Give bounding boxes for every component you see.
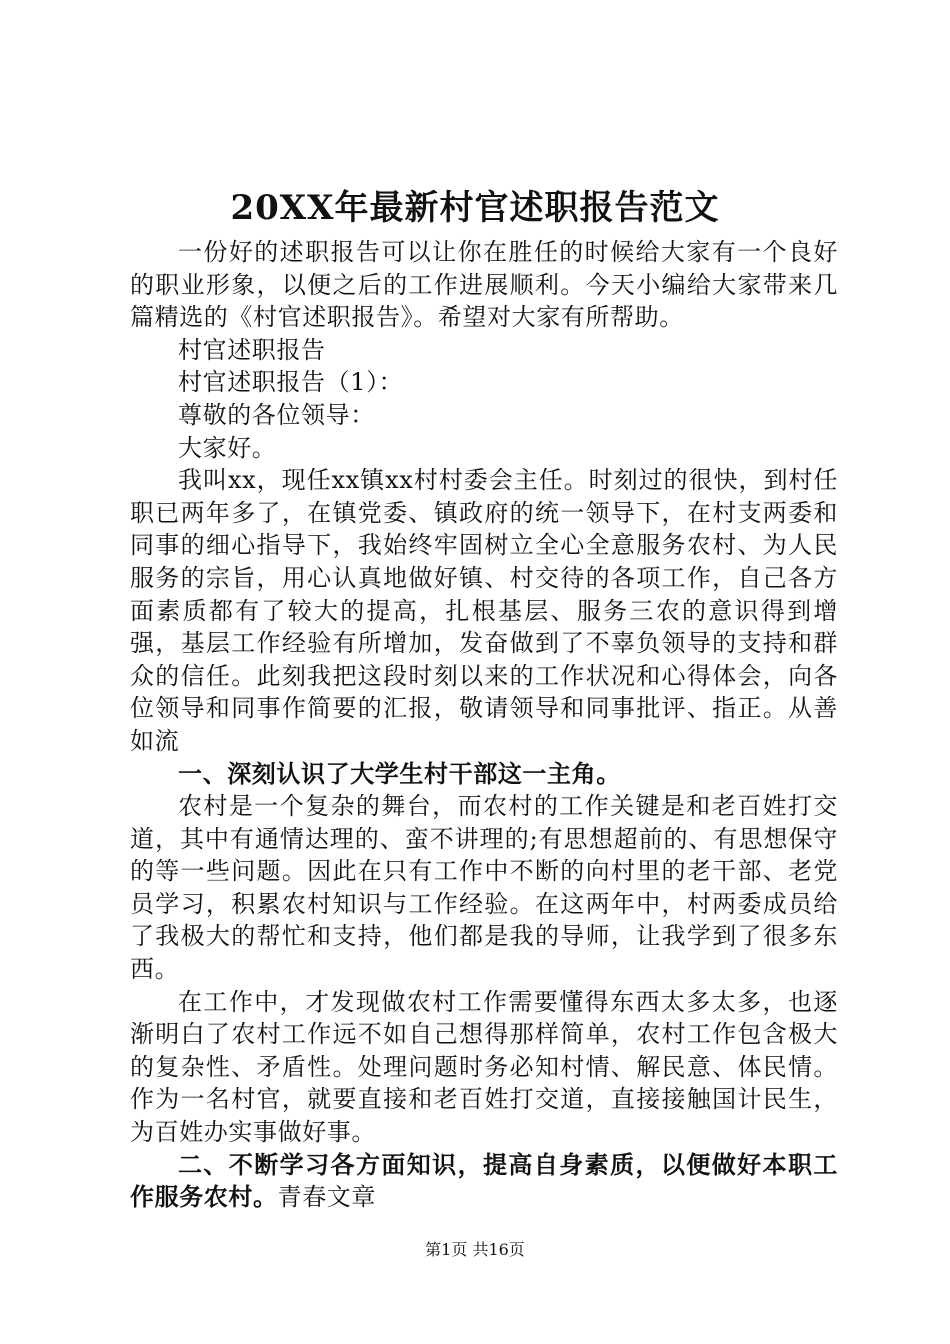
section-heading-2-tail: 青春文章	[277, 1183, 377, 1212]
document-body	[130, 236, 838, 1214]
section-heading-2-text: 二、不断学习各方面知识，提高自身素质，以便做好本职工作服务农村。	[130, 1149, 838, 1212]
section-heading-1: 一、深刻认识了大学生村干部这一主角。	[178, 758, 621, 788]
paragraph-self-introduction: 我叫xx，现任xx镇xx村村委会主任。时刻过的很快，到村任职已两年多了，在镇党委、镇政府的统一领导下，在村支两委和同事的细心指导下，我始终牢固树立全心全意服务农村、为人民服务的宗旨，用心认真地做好镇、村交待的各项工作，自己各方面素质都有了较大的提高，扎根基层、服务三农的意识得到增强，基层工作经验有所增加，发奋做到了不辜负领导的支持和群众的信任。此刻我把这段时刻以来的工作状况和心得体会，向各位领导和同事作简要的汇报，敬请领导和同事批评、指正。从善如流	[130, 466, 838, 755]
page-number-footer: 第1页 共16页	[425, 1240, 525, 1259]
paragraph-greeting: 大家好。	[178, 433, 277, 462]
paragraph-salutation: 尊敬的各位领导：	[178, 400, 375, 429]
paragraph-report-subheading: 村官述职报告（1）：	[178, 368, 404, 397]
paragraph-work-experience: 在工作中，才发现做农村工作需要懂得东西太多太多，也逐渐明白了农村工作远不如自己想得那样简单，农村工作包含极大的复杂性、矛盾性。处理问题时务必知村情、解民意、体民情。作为一名村官，就要直接和老百姓打交道，直接接触国计民生，为百姓办实事做好事。	[130, 987, 838, 1147]
paragraph-rural-stage: 农村是一个复杂的舞台，而农村的工作关键是和老百姓打交道，其中有通情达理的、蛮不讲理的;有思想超前的、有思想保守的等一些问题。因此在只有工作中不断的向村里的老干部、老党员学习，积累农村知识与工作经验。在这两年中，村两委成员给了我极大的帮忙和支持，他们都是我的导师，让我学到了很多东西。	[130, 792, 838, 984]
paragraph-report-heading: 村官述职报告	[178, 335, 326, 364]
paragraph-intro: 一份好的述职报告可以让你在胜任的时候给大家有一个良好的职业形象，以便之后的工作进展顺利。今天小编给大家带来几篇精选的《村官述职报告》。希望对大家有所帮助。	[130, 238, 838, 332]
section-heading-2	[130, 1149, 838, 1214]
document-title: 20XX年最新村官述职报告范文	[230, 188, 720, 228]
